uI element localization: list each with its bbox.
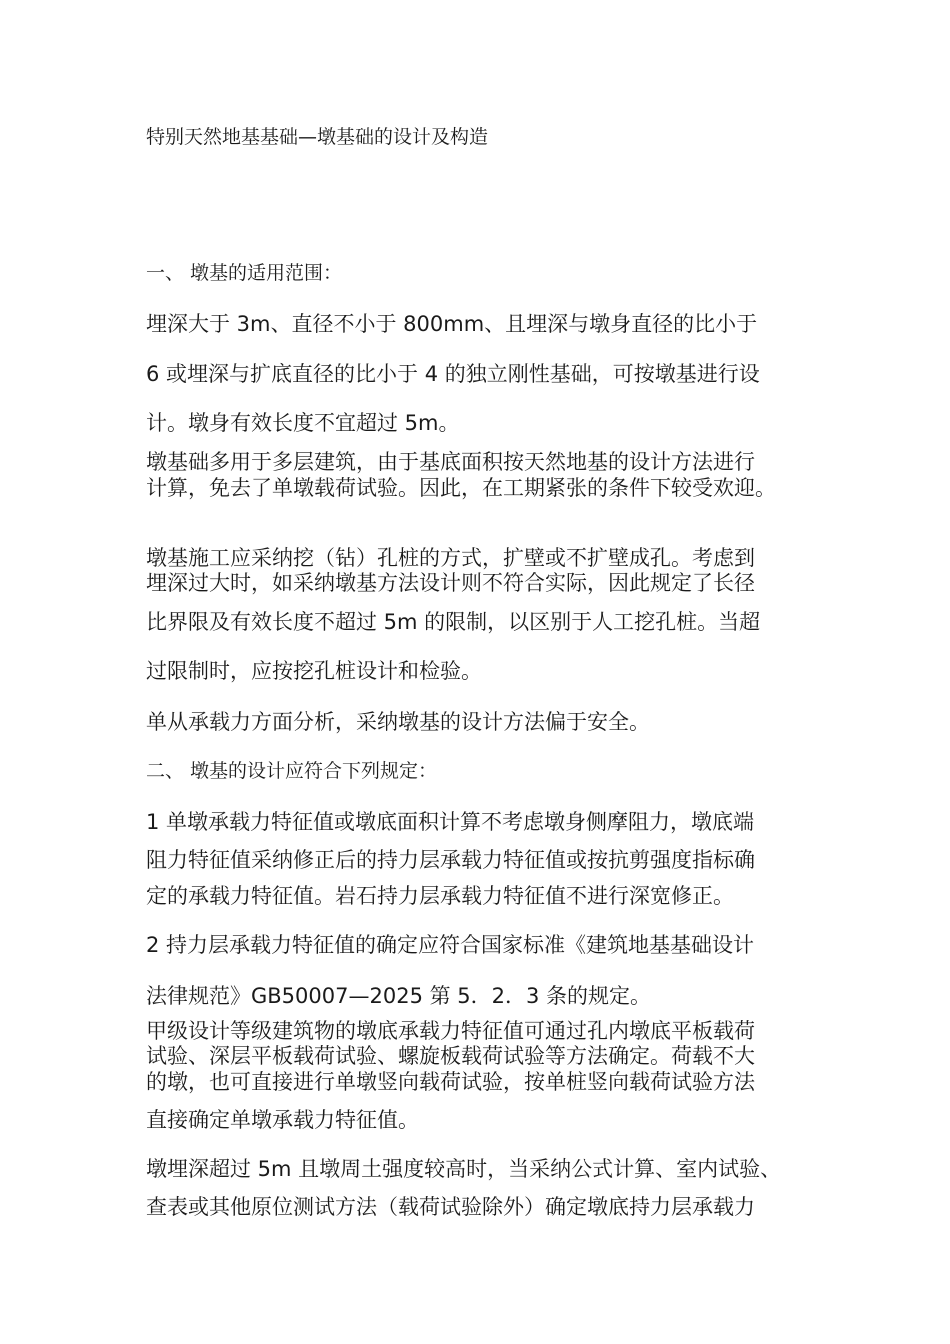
paragraph-line: 过限制时，应按挖孔桩设计和检验。 (146, 659, 482, 683)
paragraph-line: 6 或埋深与扩底直径的比小于 4 的独立刚性基础，可按墩基进行设 (146, 362, 760, 386)
paragraph-line: 埋深大于 3m、直径不小于 800mm、且埋深与墩身直径的比小于 (146, 312, 758, 336)
document-title: 特别天然地基基础—墩基础的设计及构造 (146, 126, 489, 148)
section-heading-1: 一、 墩基的适用范围： (146, 262, 343, 284)
paragraph-line: 单从承载力方面分析，采纳墩基的设计方法偏于安全。 (146, 710, 650, 734)
list-item-line: 2 持力层承载力特征值的确定应符合国家标准《建筑地基基础设计 (146, 933, 755, 957)
list-item-line: 1 单墩承载力特征值或墩底面积计算不考虑墩身侧摩阻力，墩底端 (146, 810, 755, 834)
paragraph-line: 直接确定单墩承载力特征值。 (146, 1108, 419, 1132)
paragraph-line: 计。墩身有效长度不宜超过 5m。 (146, 411, 460, 435)
paragraph-line: 计算，免去了单墩载荷试验。因此，在工期紧张的条件下较受欢迎。 (146, 476, 776, 500)
paragraph-line: 比界限及有效长度不超过 5m 的限制，以区别于人工挖孔桩。当超 (146, 610, 761, 634)
list-item-line: 阻力特征值采纳修正后的持力层承载力特征值或按抗剪强度指标确 (146, 848, 755, 872)
paragraph-line: 查表或其他原位测试方法（载荷试验除外）确定墩底持力层承载力 (146, 1195, 755, 1219)
paragraph-line: 埋深过大时，如采纳墩基方法设计则不符合实际，因此规定了长径 (146, 571, 755, 595)
paragraph-line: 试验、深层平板载荷试验、螺旋板载荷试验等方法确定。荷载不大 (146, 1044, 755, 1068)
section-heading-2: 二、 墩基的设计应符合下列规定： (146, 760, 438, 782)
paragraph-line: 墩基施工应采纳挖（钻）孔桩的方式，扩壁或不扩壁成孔。考虑到 (146, 546, 755, 570)
list-item-line: 定的承载力特征值。岩石持力层承载力特征值不进行深宽修正。 (146, 884, 734, 908)
paragraph-line: 墩基础多用于多层建筑，由于基底面积按天然地基的设计方法进行 (146, 450, 755, 474)
paragraph-line: 的墩，也可直接进行单墩竖向载荷试验，按单桩竖向载荷试验方法 (146, 1070, 755, 1094)
paragraph-line: 甲级设计等级建筑物的墩底承载力特征值可通过孔内墩底平板载荷 (146, 1019, 755, 1043)
list-item-line: 法律规范》GB50007—2025 第 5．2．3 条的规定。 (146, 984, 652, 1008)
paragraph-line: 墩埋深超过 5m 且墩周土强度较高时，当采纳公式计算、室内试验、 (146, 1157, 782, 1181)
